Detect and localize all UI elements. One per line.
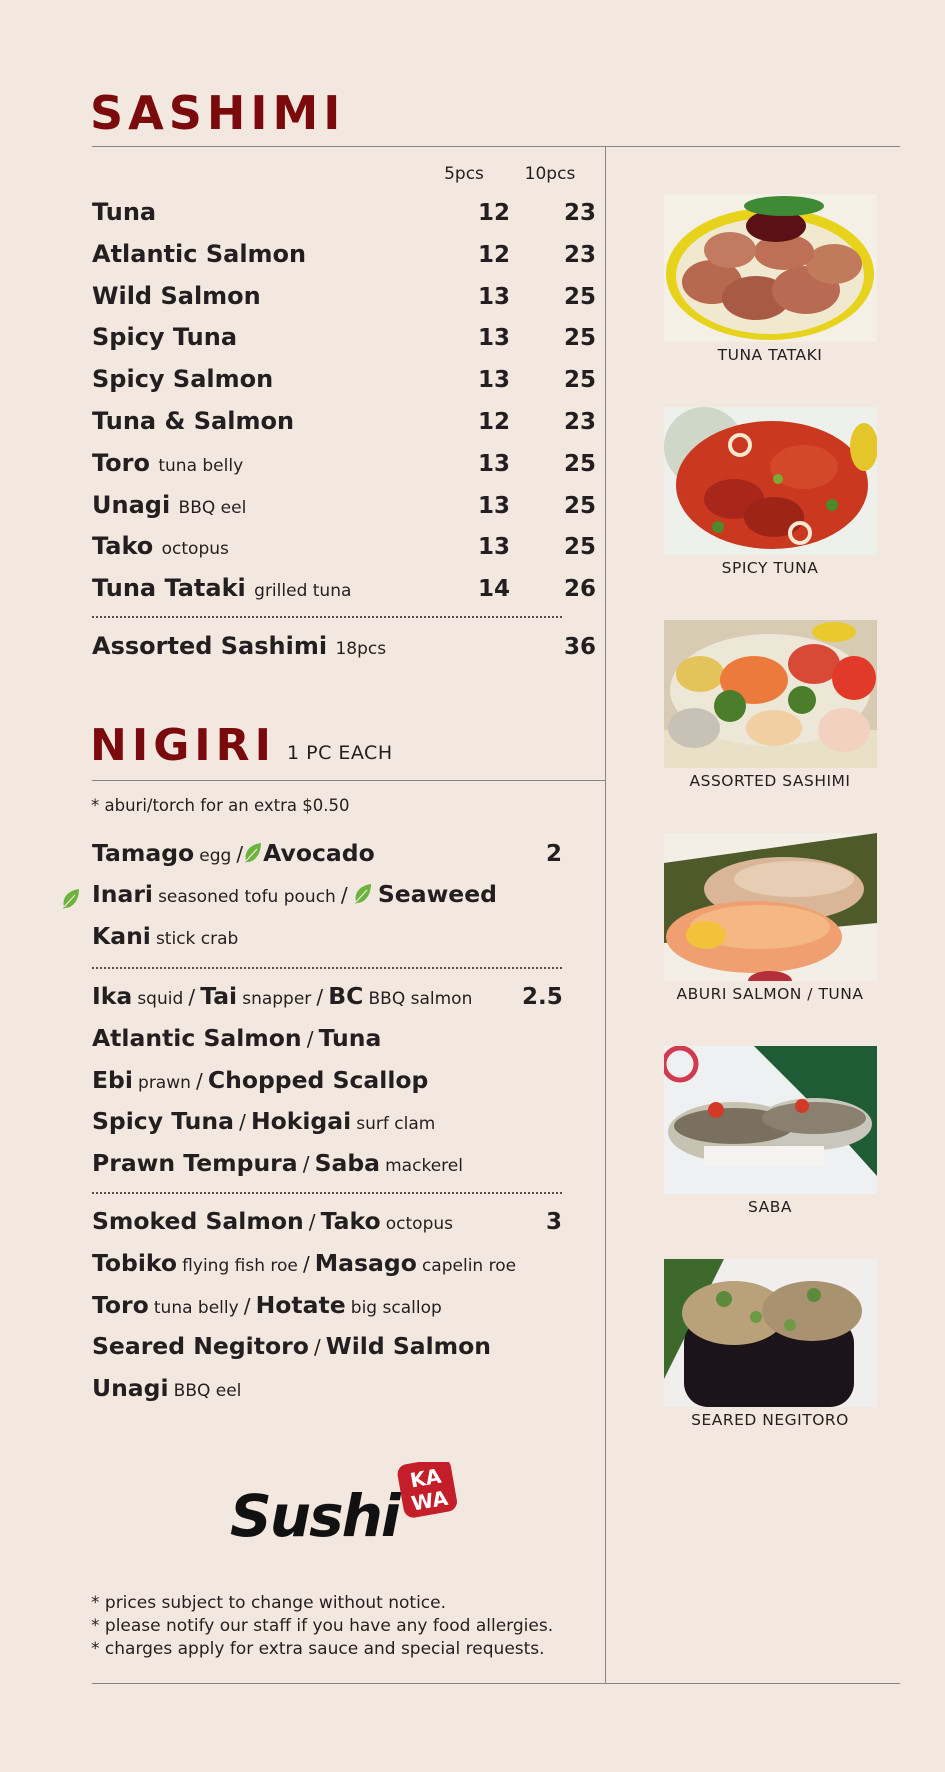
tuna-tataki-photo (664, 194, 877, 342)
vegetarian-leaf-icon (61, 888, 81, 910)
nigiri-row (92, 1332, 572, 1368)
nigiri-row (92, 1149, 572, 1185)
price-10pcs: 25 (563, 534, 596, 560)
item-desc: tuna belly (158, 456, 244, 476)
item-desc: 18pcs (335, 639, 387, 659)
price-5pcs: 12 (477, 200, 510, 226)
price-5pcs: 13 (477, 367, 510, 393)
item-name: Spicy Tuna (92, 1107, 234, 1135)
col-header-5pcs: 5pcs (444, 164, 484, 184)
seared-negitoro-photo (664, 1259, 877, 1407)
photo-caption: TUNA TATAKI (717, 346, 823, 364)
divider (92, 146, 900, 147)
nigiri-row (92, 1374, 572, 1410)
item-desc: surf clam (356, 1114, 436, 1134)
sashimi-item (92, 240, 596, 278)
sashimi-item (92, 532, 596, 570)
item-desc: octopus (161, 539, 229, 559)
dotted-divider (92, 616, 562, 618)
item-name: Assorted Sashimi (92, 632, 328, 660)
item-name: Unagi (92, 491, 171, 519)
separator: / (239, 1110, 246, 1134)
nigiri-row (92, 1291, 572, 1327)
item-name: BC (328, 982, 364, 1010)
item-name: Tako (320, 1207, 381, 1235)
item-name: Tuna (318, 1024, 382, 1052)
svg-text:KA: KA (408, 1463, 443, 1493)
price-5pcs: 12 (477, 409, 510, 435)
vegetarian-leaf-icon (353, 883, 373, 905)
nigiri-row (92, 982, 572, 1018)
item-desc: snapper (242, 989, 312, 1009)
item-desc: BBQ eel (178, 498, 247, 518)
footnotes (91, 1592, 553, 1661)
separator: / (306, 1027, 314, 1051)
nigiri-note: * aburi/torch for an extra $0.50 (91, 796, 350, 815)
separator: / (196, 1069, 203, 1093)
item-desc: stick crab (155, 929, 239, 949)
item-name: Unagi (92, 1374, 169, 1402)
item-name: Toro (92, 449, 150, 477)
sashimi-item (92, 491, 596, 529)
nigiri-row (92, 839, 572, 875)
item-desc: capelin roe (421, 1256, 517, 1276)
nigiri-row (92, 922, 572, 958)
item-desc: BBQ eel (173, 1381, 242, 1401)
sashimi-item (92, 407, 596, 445)
dotted-divider (92, 967, 562, 969)
item-desc: big scallop (350, 1298, 442, 1318)
price-5pcs: 13 (477, 284, 510, 310)
item-name: Smoked Salmon (92, 1207, 304, 1235)
item-name: Spicy Tuna (92, 323, 238, 351)
price-10pcs: 25 (563, 325, 596, 351)
item-name: Tai (200, 982, 238, 1010)
item-desc: octopus (385, 1214, 453, 1234)
item-name: Saba (314, 1149, 381, 1177)
item-name: Chopped Scallop (207, 1066, 429, 1094)
svg-text:WA: WA (409, 1485, 450, 1516)
item-name: Tuna & Salmon (92, 407, 295, 435)
nigiri-row (92, 880, 572, 916)
item-name: Hotate (255, 1291, 346, 1319)
item-name: Hokigai (250, 1107, 352, 1135)
aburi-salmon-tuna-photo (664, 833, 877, 981)
sashimi-item (92, 574, 596, 612)
item-name: Wild Salmon (325, 1332, 492, 1360)
photo-caption: ASSORTED SASHIMI (689, 772, 851, 790)
separator: / (302, 1252, 310, 1276)
dotted-divider (92, 1192, 562, 1194)
separator: / (236, 842, 244, 866)
sashimi-item (92, 365, 596, 403)
item-name: Ika (92, 982, 133, 1010)
item-name: Tobiko (92, 1249, 178, 1277)
item-name: Atlantic Salmon (92, 240, 307, 268)
item-name: Prawn Tempura (92, 1149, 298, 1177)
item-name: Masago (314, 1249, 417, 1277)
price-10pcs: 25 (563, 367, 596, 393)
sushi-kawa-logo (228, 1462, 460, 1544)
sashimi-item (92, 323, 596, 361)
saba-photo (664, 1046, 877, 1194)
item-desc: squid (137, 989, 184, 1009)
nigiri-row (92, 1107, 572, 1143)
item-desc: seasoned tofu pouch (158, 887, 336, 907)
item-name: Tako (92, 532, 154, 560)
photo-caption: ABURI SALMON / TUNA (676, 985, 864, 1003)
nigiri-title: NIGIRI (90, 720, 276, 771)
bottom-divider (92, 1683, 900, 1684)
sashimi-item (92, 449, 596, 487)
price-10pcs: 23 (563, 242, 596, 268)
item-name: Tuna Tataki (92, 574, 246, 602)
svg-text:Sushi: Sushi (230, 1482, 399, 1544)
item-desc: BBQ salmon (368, 989, 473, 1009)
footnote: * charges apply for extra sauce and special requests. (91, 1639, 545, 1659)
item-name: Kani (92, 922, 151, 950)
separator: / (188, 985, 196, 1009)
nigiri-row (92, 1207, 572, 1243)
item-name: Atlantic Salmon (92, 1024, 302, 1052)
nigiri-subtitle: 1 PC EACH (287, 742, 393, 764)
price-10pcs: 25 (563, 284, 596, 310)
separator: / (316, 985, 324, 1009)
footnote: * prices subject to change without notice. (91, 1593, 447, 1613)
nigiri-price: 3 (545, 1209, 562, 1235)
separator: / (302, 1152, 310, 1176)
col-header-10pcs: 10pcs (524, 164, 576, 184)
item-name: Seaweed (377, 880, 497, 908)
price-10pcs: 25 (563, 451, 596, 477)
item-name: Inari (92, 880, 153, 908)
item-name: Tamago (92, 839, 195, 867)
divider (92, 780, 605, 781)
item-name: Wild Salmon (92, 282, 261, 310)
item-name: Tuna (92, 198, 157, 226)
footnote: * please notify our staff if you have any food allergies. (91, 1616, 554, 1636)
photo-caption: SEARED NEGITORO (691, 1411, 849, 1429)
price-10pcs: 25 (563, 493, 596, 519)
item-name: Avocado (263, 839, 375, 867)
price-5pcs: 13 (477, 493, 510, 519)
separator: / (308, 1210, 316, 1234)
price-5pcs: 13 (477, 534, 510, 560)
sashimi-assorted (92, 632, 596, 670)
item-desc: tuna belly (153, 1298, 239, 1318)
nigiri-row (92, 1249, 572, 1285)
assorted-sashimi-photo (664, 620, 877, 768)
item-name: Spicy Salmon (92, 365, 274, 393)
separator: / (340, 883, 348, 907)
vegetarian-leaf-icon (243, 842, 263, 864)
item-desc: grilled tuna (254, 581, 352, 601)
price-5pcs: 14 (477, 576, 510, 602)
item-desc: prawn (138, 1073, 191, 1093)
price-5pcs: 13 (477, 451, 510, 477)
sashimi-item (92, 282, 596, 320)
item-desc: egg (199, 846, 232, 866)
sashimi-title: SASHIMI (90, 86, 346, 140)
price-10pcs: 26 (563, 576, 596, 602)
photo-caption: SPICY TUNA (721, 559, 819, 577)
price-10pcs: 23 (563, 409, 596, 435)
separator: / (243, 1294, 251, 1318)
nigiri-price: 2.5 (522, 984, 563, 1010)
spicy-tuna-photo (664, 407, 877, 555)
item-desc: flying fish roe (182, 1256, 298, 1276)
nigiri-row (92, 1024, 572, 1060)
sashimi-item (92, 198, 596, 236)
price-5pcs: 12 (477, 242, 510, 268)
separator: / (313, 1335, 321, 1359)
item-name: Ebi (92, 1066, 133, 1094)
price-assorted: 36 (563, 634, 596, 660)
item-name: Seared Negitoro (92, 1332, 309, 1360)
price-10pcs: 23 (563, 200, 596, 226)
nigiri-row (92, 1066, 572, 1102)
item-desc: mackerel (385, 1156, 463, 1176)
item-name: Toro (92, 1291, 149, 1319)
nigiri-price: 2 (545, 841, 562, 867)
price-5pcs: 13 (477, 325, 510, 351)
photo-caption: SABA (748, 1198, 792, 1216)
